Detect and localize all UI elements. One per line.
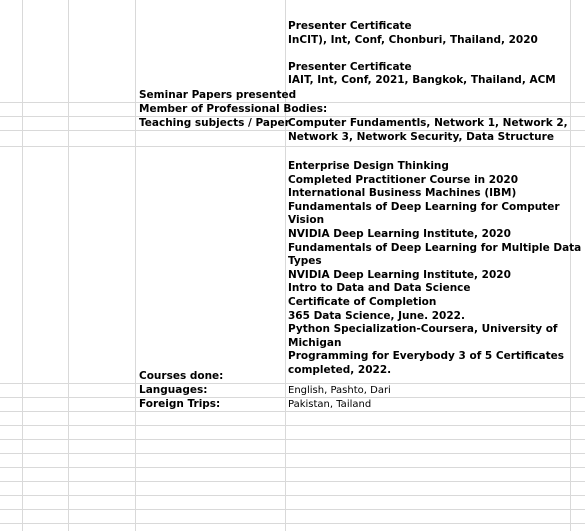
row-divider (0, 509, 585, 510)
row-divider (0, 439, 585, 440)
row-divider (0, 467, 585, 468)
courses-done-label[interactable]: Courses done: (139, 370, 224, 382)
row-divider (0, 481, 585, 482)
course-line: NVIDIA Deep Learning Institute, 2020 (288, 268, 511, 281)
course-line: Michigan (288, 336, 342, 349)
course-line: completed, 2022. (288, 363, 392, 376)
row-divider (0, 425, 585, 426)
professional-bodies-label[interactable]: Member of Professional Bodies: (139, 103, 328, 115)
courses-cell[interactable] (288, 160, 581, 378)
course-line: Vision (288, 214, 325, 227)
presenter-line: IAIT, Int, Conf, 2021, Bangkok, Thailand, ACM (288, 74, 556, 87)
teaching-subjects-cell[interactable] (288, 117, 568, 144)
course-line: Fundamentals of Deep Learning for Multiple Data (288, 241, 582, 254)
seminar-papers-label[interactable]: Seminar Papers presented (139, 89, 297, 101)
languages-label[interactable]: Languages: (139, 384, 208, 396)
column-divider (135, 0, 136, 531)
foreign-trips-value[interactable]: Pakistan, Tailand (288, 399, 372, 410)
presenter-line: InCIT), Int, Conf, Chonburi, Thailand, 2020 (288, 33, 538, 46)
course-line: Types (288, 255, 322, 268)
row-divider (0, 495, 585, 496)
course-line: Programming for Everybody 3 of 5 Certificates (288, 350, 564, 363)
course-line: Enterprise Design Thinking (288, 160, 449, 172)
row-divider (0, 523, 585, 524)
presenter-line: Presenter Certificate (288, 20, 412, 32)
course-line: International Business Machines (IBM) (288, 187, 517, 200)
presenter-line (288, 47, 556, 61)
column-divider (285, 0, 286, 531)
presenter-cell[interactable] (288, 20, 556, 88)
row-divider (0, 146, 585, 147)
course-line: Intro to Data and Data Science (288, 282, 471, 295)
row-divider (0, 453, 585, 454)
presenter-line: Presenter Certificate (288, 60, 412, 73)
course-line: 365 Data Science, June. 2022. (288, 309, 465, 322)
course-line: Fundamentals of Deep Learning for Computer (288, 200, 560, 213)
teaching-line: Computer Fundamentls, Network 1, Network 2, (288, 117, 568, 129)
languages-value[interactable]: English, Pashto, Dari (288, 385, 391, 396)
column-divider (22, 0, 23, 531)
course-line: Completed Practitioner Course in 2020 (288, 173, 519, 186)
teaching-line: Network 3, Network Security, Data Structure (288, 130, 554, 143)
column-divider (68, 0, 69, 531)
course-line: Python Specialization-Coursera, University of (288, 323, 558, 336)
course-line: Certificate of Completion (288, 295, 437, 308)
teaching-subjects-label[interactable]: Teaching subjects / Paper (139, 117, 290, 129)
course-line: NVIDIA Deep Learning Institute, 2020 (288, 227, 511, 240)
foreign-trips-label[interactable]: Foreign Trips: (139, 398, 221, 410)
